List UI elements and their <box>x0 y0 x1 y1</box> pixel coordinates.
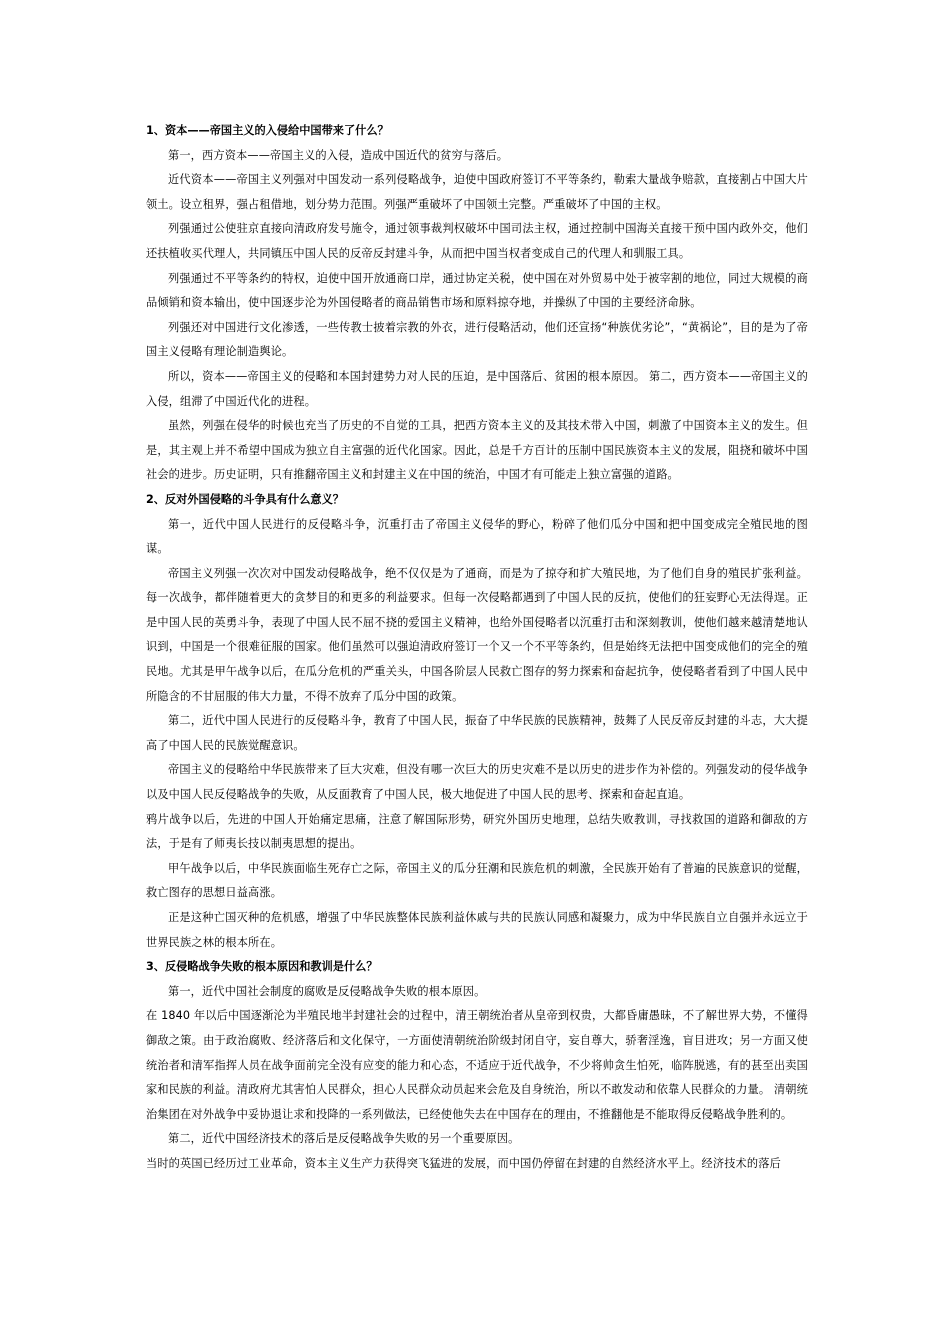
section-heading-2: 2、反对外国侵略的斗争具有什么意义？ <box>146 492 344 506</box>
paragraph: 在 1840 年以后中国逐渐沦为半殖民地半封建社会的过程中，清王朝统治者从皇帝到权贵，大都昏庸愚昧，不了解世界大势，不懂得御敌之策。由于政治腐败、经济落后和文化保守，一方面使清朝统治阶级封闭自守，妄自尊大，骄奢淫逸，盲目进攻；另一方面又使统治者和清军指挥人员在战争面前完全没有应变的能力和心态，不适应于近代战争，不少将帅贪生怕死，临阵脱逃，有的甚至出卖国家和民族的利益。清政府尤其害怕人民群众，担心人民群众动员起来会危及自身统治，所以不敢发动和依靠人民群众的力量。 清朝统治集团在对外战争中妥协退让求和投降的一系列做法，已经使他失去在中国存在的理由，不推翻他是不能取得反侵略战争胜利的。 <box>146 1009 808 1121</box>
paragraph: 虽然，列强在侵华的时候也充当了历史的不自觉的工具，把西方资本主义的及其技术带入中国，刺激了中国资本主义的发生。但是，其主观上并不希望中国成为独立自主富强的近代化国家。因此，总是千方百计的压制中国民族资本主义的发展，阻挠和破坏中国社会的进步。历史证明，只有推翻帝国主义和封建主义在中国的统治，中国才有可能走上独立富强的道路。 <box>146 419 808 482</box>
paragraph: 正是这种亡国灭种的危机感，增强了中华民族整体民族利益休戚与共的民族认同感和凝聚力，成为中华民族自立自强并永远立于世界民族之林的根本所在。 <box>146 911 808 949</box>
paragraph: 第二，近代中国人民进行的反侵略斗争，教育了中国人民，振奋了中华民族的民族精神，鼓舞了人民反帝反封建的斗志，大大提高了中国人民的民族觉醒意识。 <box>146 714 808 752</box>
paragraph: 甲午战争以后，中华民族面临生死存亡之际，帝国主义的瓜分狂潮和民族危机的刺激，全民族开始有了普遍的民族意识的觉醒，救亡图存的思想日益高涨。 <box>146 861 808 900</box>
paragraph: 列强还对中国进行文化渗透，一些传教士披着宗教的外衣，进行侵略活动，他们还宣扬“种族优劣论”，“黄祸论”，目的是为了帝国主义侵略有理论制造舆论。 <box>146 320 808 359</box>
paragraph: 第二，近代中国经济技术的落后是反侵略战争失败的另一个重要原因。 <box>168 1132 520 1146</box>
paragraph: 帝国主义的侵略给中华民族带来了巨大灾难，但没有哪一次巨大的历史灾难不是以历史的进步作为补偿的。列强发动的侵华战争以及中国人民反侵略战争的失败，从反面教育了中国人民，极大地促进了中国人民的思考、探索和奋起直追。 <box>146 763 808 802</box>
section-heading-3: 3、反侵略战争失败的根本原因和教训是什么？ <box>146 960 378 974</box>
paragraph: 近代资本——帝国主义列强对中国发动一系列侵略战争，迫使中国政府签订不平等条约，勒索大量战争赔款，直接割占中国大片领土。设立租界，强占租借地，划分势力范围。列强严重破坏了中国领土完整。严重破坏了中国的主权。 <box>146 173 808 211</box>
section-heading-1: 1、资本——帝国主义的入侵给中国带来了什么？ <box>146 124 389 137</box>
paragraph: 第一，近代中国社会制度的腐败是反侵略战争失败的根本原因。 <box>168 984 486 998</box>
paragraph: 鸦片战争以后，先进的中国人开始痛定思痛，注意了解国际形势，研究外国历史地理，总结失败教训，寻找救国的道路和御敌的方法，于是有了师夷长技以制夷思想的提出。 <box>146 812 808 851</box>
paragraph: 第一，近代中国人民进行的反侵略斗争，沉重打击了帝国主义侵华的野心，粉碎了他们瓜分中国和把中国变成完全殖民地的图谋。 <box>146 517 808 556</box>
document-page <box>146 119 808 1177</box>
paragraph: 第一，西方资本——帝国主义的入侵，造成中国近代的贫穷与落后。 <box>168 148 509 162</box>
paragraph: 当时的英国已经历过工业革命，资本主义生产力获得突飞猛进的发展，而中国仍停留在封建的自然经济水平上。经济技术的落后 <box>146 1156 781 1170</box>
paragraph: 列强通过公使驻京直接向清政府发号施令，通过领事裁判权破坏中国司法主权，通过控制中国海关直接干预中国内政外交，他们还扶植收买代理人，共同镇压中国人民的反帝反封建斗争，从而把中国当权者变成自己的代理人和驯服工具。 <box>146 222 808 260</box>
paragraph: 列强通过不平等条约的特权，迫使中国开放通商口岸，通过协定关税，使中国在对外贸易中处于被宰割的地位，同过大规模的商品倾销和资本输出，使中国逐步沦为外国侵略者的商品销售市场和原料掠夺地，并操纵了中国的主要经济命脉。 <box>146 271 808 310</box>
paragraph: 所以，资本——帝国主义的侵略和本国封建势力对人民的压迫，是中国落后、贫困的根本原因。 第二，西方资本——帝国主义的入侵，组滞了中国近代化的进程。 <box>146 369 808 408</box>
paragraph: 帝国主义列强一次次对中国发动侵略战争，绝不仅仅是为了通商，而是为了掠夺和扩大殖民地，为了他们自身的殖民扩张利益。每一次战争，都伴随着更大的贪梦目的和更多的利益要求。但每一次侵略都遇到了中国人民的反抗，使他们的狂妄野心无法得逞。正是中国人民的英勇斗争，表现了中国人民不屈不挠的爱国主义精神，也给外国侵略者以沉重打击和深刻教训，使他们越来越清楚地认识到，中国是一个很难征服的国家。他们虽然可以强迫清政府签订一个又一个不平等条约，但是始终无法把中国变成他们的完全的殖民地。尤其是甲午战争以后，在瓜分危机的严重关头，中国各阶层人民救亡图存的努力探索和奋起抗争，使侵略者看到了中国人民中所隐含的不甘屈服的伟大力量，不得不放弃了瓜分中国的政策。 <box>146 566 808 703</box>
